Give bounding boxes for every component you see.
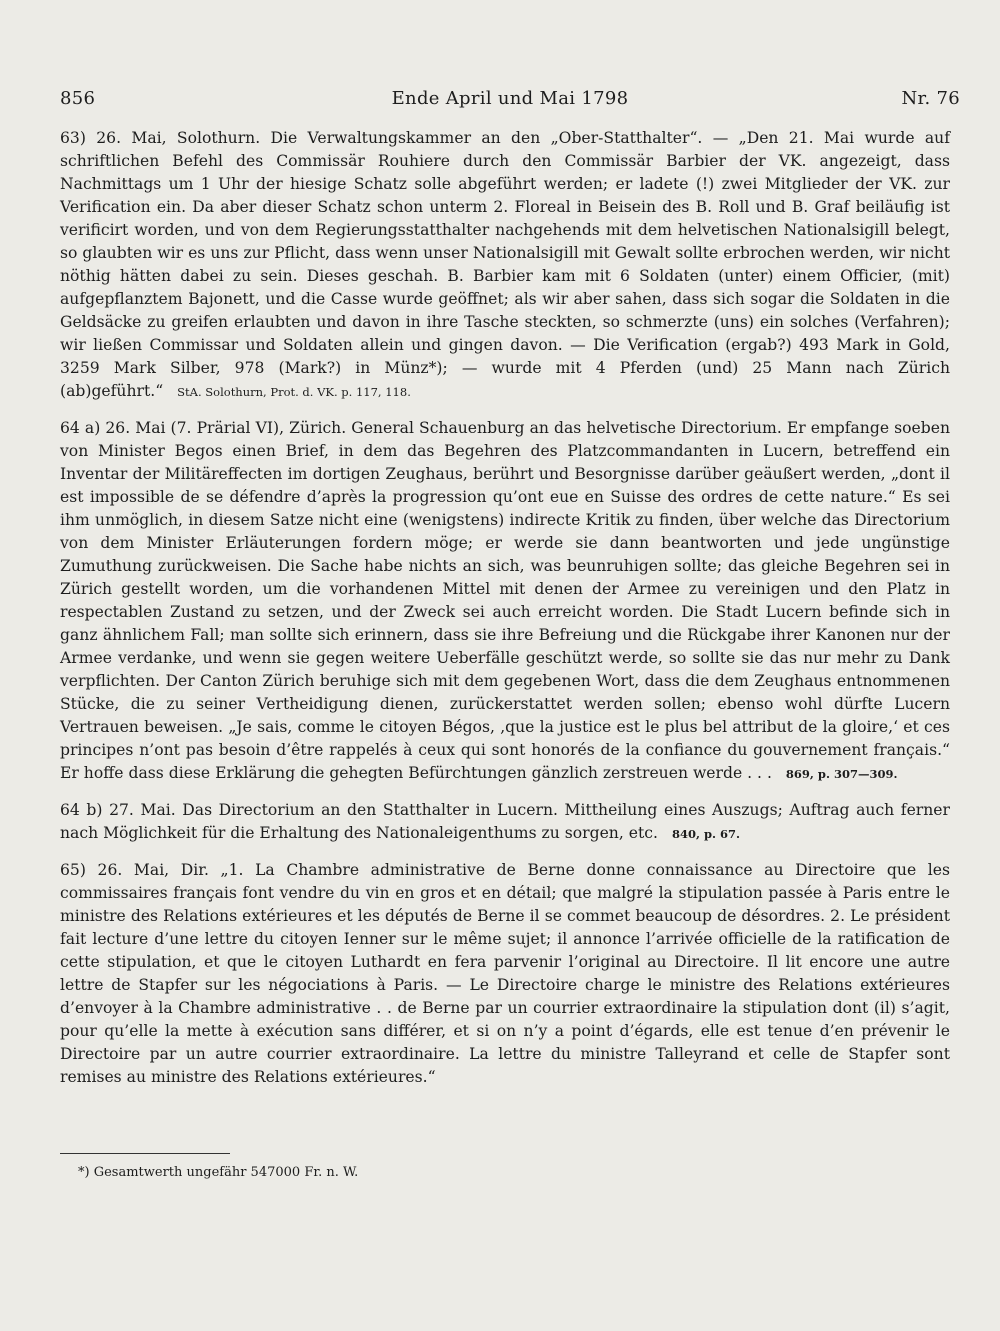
entry-64a — [60, 417, 950, 786]
page-header — [60, 88, 960, 116]
entry-text: 64 a) 26. Mai (7. Prärial VI), Zürich. General Schauenburg an das helvetische Directorium. Er empfange soeben von Minister Begos einen Brief, in dem das Begehren des Platzcommandanten in Lucern, betreffend ein Inventar der Militäreffecten im dortigen Zeughaus, berührt und Besorgnisse darüber geäußert werden, „dont il est impossible de se défendre d’après la progression qu’ont eue en Suisse des ordres de cette nature.“ Es sei ihm unmöglich, in diesem Satze nicht eine (wenigstens) indirecte Kritik zu finden, über welche das Directorium von dem Minister Erläuterungen fordern möge; er werde sie dann beantworten und jede ungünstige Zumuthung zurückweisen. Die Sache habe nichts an sich, was beunruhigen sollte; das gleiche Begehren sei in Zürich gestellt worden, um die vorhandenen Mittel mit denen der Armee zu vereinigen und den Platz in respectablen Zustand zu setzen, und der Zweck sei auch erreicht worden. Die Stadt Lucern befinde sich in ganz ähnlichem Fall; man sollte sich erinnern, dass sie ihre Befreiung und die Rückgabe ihrer Kanonen nur der Armee verdanke, und wenn sie gegen weitere Ueberfälle geschützt werde, so sollte sie das nur mehr zu Dank verpflichten. Der Canton Zürich beruhige sich mit dem gegebenen Wort, dass die dem Zeughaus entnommenen Stücke, die zu seiner Vertheidigung dienen, zurückerstattet werden sollen; ebenso wohl dürfte Lucern Vertrauen beweisen. „Je sais, comme le citoyen Bégos, ‚que la justice est le plus bel attribut de la gloire,‘ et ces principes n’ont pas besoin d’être rappelés à ceux qui sont honorés de la confiance du gouvernement français.“ Er hoffe dass diese Erklärung die gehegten Befürchtungen gänzlich zerstreuen werde . . . — [60, 419, 950, 782]
entry-64b — [60, 799, 950, 846]
source-reference: 869, p. 307—309. — [785, 767, 898, 781]
entry-text: 65) 26. Mai, Dir. „1. La Chambre administrative de Berne donne connaissance au Directoire que les commissaires français font vendre du vin en gros et en détail; que malgré la stipulation passée à Paris entre le ministre des Relations extérieures et les députés de Berne il se commet beaucoup de désordres. 2. Le président fait lecture d’une lettre du citoyen Ienner sur le même sujet; il annonce l’arrivée officielle de la ratification de cette stipulation, et que le citoyen Luthardt en fera parvenir l’original au Directoire. Il lit encore une autre lettre de Stapfer sur les négociations à Paris. — Le Directoire charge le ministre des Relations extérieures d’envoyer à la Chambre administrative . . de Berne par un courrier extraordinaire la stipulation dont (il) s’agit, pour qu’elle la mette à exécution sans différer, et si on n’y a point d’égards, elle est tenue d’en prévenir le Directoire par un autre courrier extraordinaire. La lettre du ministre Talleyrand et celle de Stapfer sont remises au ministre des Relations extérieures.“ — [60, 861, 950, 1086]
source-reference: StA. Solothurn, Prot. d. VK. p. 117, 118. — [177, 385, 411, 399]
document-number: Nr. 76 — [901, 88, 960, 109]
entry-text: 63) 26. Mai, Solothurn. Die Verwaltungskammer an den „Ober-Statthalter“. — „Den 21. Mai wurde auf schriftlichen Befehl des Commissär Rouhiere durch den Commissär Barbier der VK. angezeigt, dass Nachmittags um 1 Uhr der hiesige Schatz solle abgeführt werden; er ladete (!) zwei Mitglieder der VK. zur Verification ein. Da aber dieser Schatz schon unterm 2. Floreal in Beisein des B. Roll und B. Graf beiläufig ist verificirt worden, und von dem Regierungsstatthalter nachgehends mit dem helvetischen Nationalsigill belegt, so glaubten wir es uns zur Pflicht, dass wenn unser Nationalsigill mit Gewalt sollte erbrochen werden, wir nicht nöthig hätten dabei zu sein. Dieses geschah. B. Barbier kam mit 6 Soldaten (unter) einem Officier, (mit) aufgepflanztem Bajonett, und die Casse wurde geöffnet; als wir aber sahen, dass sich sogar die Soldaten in die Geldsäcke zu greifen erlaubten und davon in ihre Tasche steckten, so schmerzte (uns) ein solches (Verfahren); wir ließen Commissar und Soldaten allein und gingen davon. — Die Verification (ergab?) 493 Mark in Gold, 3259 Mark Silber, 978 (Mark?) in Münz*); — wurde mit 4 Pferden (und) 25 Mann nach Zürich (ab)geführt.“ — [60, 129, 950, 400]
document-body — [60, 127, 950, 1102]
footnote: *) Gesamtwerth ungefähr 547000 Fr. n. W. — [78, 1165, 359, 1180]
entry-text: 64 b) 27. Mai. Das Directorium an den Statthalter in Lucern. Mittheilung eines Auszugs; Auftrag auch ferner nach Möglichkeit für die Erhaltung des Nationaleigenthums zu sorgen, etc. — [60, 801, 950, 842]
source-reference: 840, p. 67. — [671, 827, 741, 841]
running-title: Ende April und Mai 1798 — [391, 88, 629, 109]
entry-63 — [60, 127, 950, 404]
entry-65 — [60, 859, 950, 1089]
page-number: 856 — [60, 88, 96, 109]
footnote-divider — [60, 1153, 230, 1154]
